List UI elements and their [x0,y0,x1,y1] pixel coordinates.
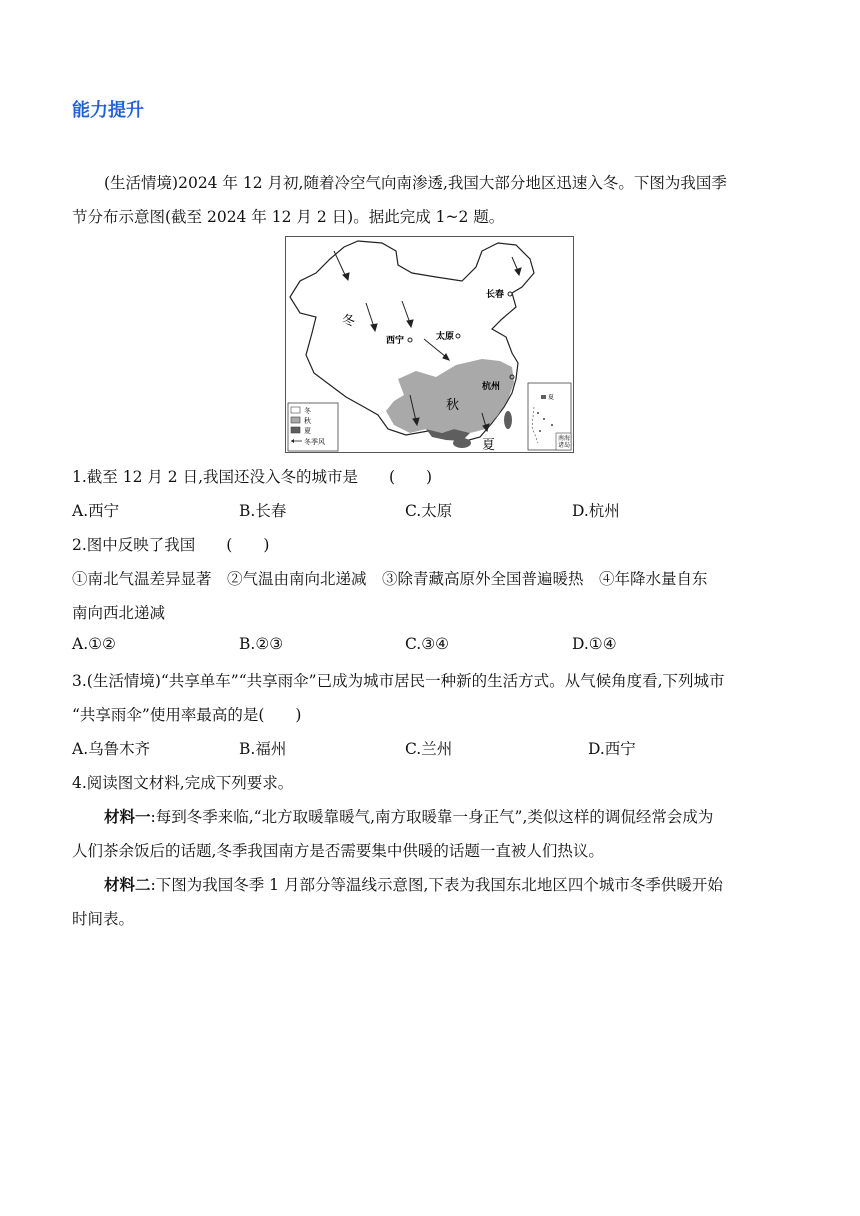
q3-option-c[interactable]: C.兰州 [405,740,453,758]
map-legend [288,403,338,451]
material-2-line-2: 时间表。 [72,910,135,928]
q3-stem-line-2: “共享雨伞”使用率最高的是( ) [72,706,302,724]
q1-option-b[interactable]: B.长春 [239,502,287,520]
q2-option-d[interactable]: D.①④ [572,635,617,653]
q2-statements-line-1: ①南北气温差异显著 ②气温由南向北递减 ③除青藏高原外全国普遍暖热 ④年降水量自东 [72,570,708,588]
q1-option-c[interactable]: C.太原 [405,502,453,520]
q2-option-a[interactable]: A.①② [72,635,116,653]
material-1-text: :每到冬季来临,“北方取暖靠暖气,南方取暖靠一身正气”,类似这样的调侃经常会成为 [150,808,714,826]
legend-winter: 冬 [304,407,311,415]
hainan [453,438,471,448]
q2-statements-line-2: 南向西北递减 [72,604,166,622]
intro-line-1: (生活情境)2024 年 12 月初,随着冷空气向南渗透,我国大部分地区迅速入冬。下图为我国季 [104,174,727,192]
material-1-line-2: 人们茶余饭后的话题,冬季我国南方是否需要集中供暖的话题一直被人们热议。 [72,842,604,860]
q2-option-b[interactable]: B.②③ [239,635,284,653]
q3-option-a[interactable]: A.乌鲁木齐 [72,740,151,758]
material-1-label: 材料一 [104,807,151,826]
city-changchun: 长春 [486,290,505,300]
city-xining: 西宁 [386,336,405,346]
label-winter: 冬 [342,314,356,329]
city-taiyuan: 太原 [436,332,455,342]
city-hangzhou: 杭州 [482,382,501,392]
q2-option-c[interactable]: C.③④ [405,635,450,653]
legend-wind: 冬季风 [304,438,325,446]
q1-stem: 1.截至 12 月 2 日,我国还没入冬的城市是 ( ) [72,468,433,486]
q1-option-d[interactable]: D.杭州 [572,502,620,520]
season-distribution-map [285,236,574,453]
taiwan [504,411,512,429]
inset-label-bottom: 诸岛 [558,442,571,449]
material-2-text: :下图为我国冬季 1 月部分等温线示意图,下表为我国东北地区四个城市冬季供暖开始 [150,876,723,894]
material-2-line-1 [104,873,723,895]
q2-stem: 2.图中反映了我国 ( ) [72,536,270,554]
q3-stem-line-1: 3.(生活情境)“共享单车”“共享雨伞”已成为城市居民一种新的生活方式。从气候角度看,下列城市 [72,672,725,690]
label-summer: 夏 [482,438,496,452]
inset-summer-label: 夏 [548,394,555,401]
q4-stem: 4.阅读图文材料,完成下列要求。 [72,774,294,792]
q3-option-b[interactable]: B.福州 [239,740,287,758]
material-2-label: 材料二 [104,875,151,894]
legend-summer: 夏 [304,427,311,435]
label-autumn: 秋 [446,398,460,413]
intro-line-2: 节分布示意图(截至 2024 年 12 月 2 日)。据此完成 1~2 题。 [72,208,505,226]
q3-option-d[interactable]: D.西宁 [588,740,636,758]
q1-option-a[interactable]: A.西宁 [72,502,120,520]
legend-autumn: 秋 [304,417,311,425]
material-1-line-1 [104,805,713,827]
inset-label-top: 南海 [558,435,571,442]
section-title: 能力提升 [72,100,144,121]
south-china-sea-inset [528,383,571,450]
